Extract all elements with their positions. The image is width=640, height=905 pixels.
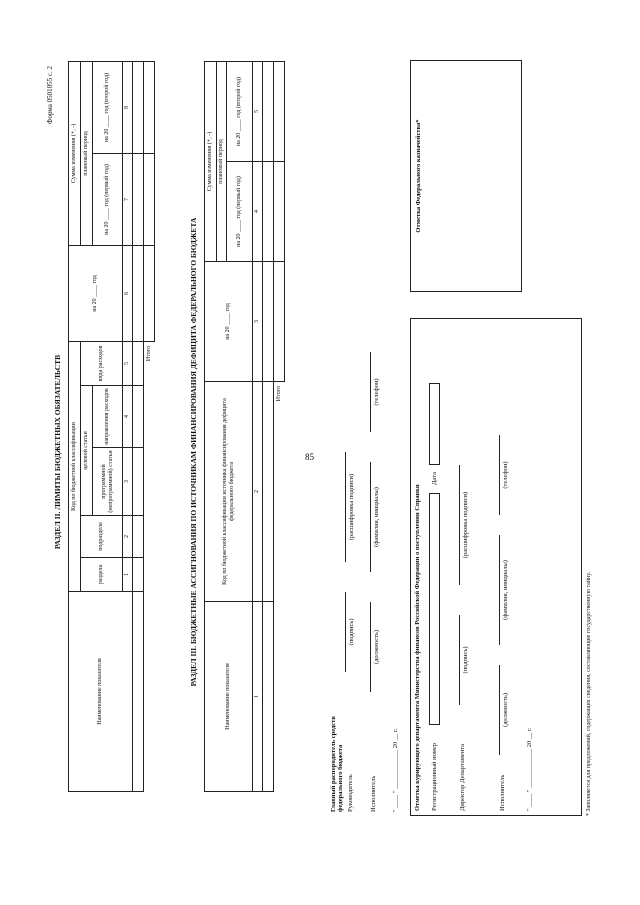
col-num: 8 <box>123 61 133 153</box>
director-signature-line <box>459 615 460 705</box>
total-label: Итого <box>145 345 152 362</box>
table-row <box>263 61 274 791</box>
section3-title: РАЗДЕЛ III. БЮДЖЕТНЫЕ АССИГНОВАНИЯ ПО ИСТОЧНИКАМ ФИНАНСИРОВАНИЯ ДЕФИЦИТА ФЕДЕРАЛЬНОГО БЮДЖЕТА <box>189 217 198 687</box>
col-vid-header: вида расходов <box>81 341 123 385</box>
curator-fio-line <box>499 535 500 645</box>
executor-label: Исполнитель <box>370 775 377 812</box>
col-num: 2 <box>123 516 133 558</box>
head-rasshifrovka-line <box>345 452 346 562</box>
executor-dolzhnost-line <box>370 602 371 692</box>
executor-fio-line <box>370 462 371 572</box>
executor-fio-caption: (фамилия, инициалы) <box>373 487 380 547</box>
executor-telefon-caption: (телефон) <box>373 378 380 406</box>
col-napravl-header: направления расходов <box>93 386 123 448</box>
executor-dolzhnost-caption: (должность) <box>373 629 380 665</box>
table-row <box>133 61 144 791</box>
s3-col-y1-header: на 20 ____ год (первый год) <box>227 162 253 262</box>
date-field <box>429 383 440 465</box>
col-num: 6 <box>123 245 133 341</box>
director-label: Директор Департамента <box>459 743 466 811</box>
curator-title: Отметка курирующего департамента Министерства финансов Российской Федерации о поступлении Справки <box>414 484 421 811</box>
executor-telefon-line <box>370 352 371 432</box>
s3-col-plan-header: плановый период <box>217 61 227 261</box>
head-rasshifrovka-caption: (расшифровка подписи) <box>348 473 355 541</box>
s3-col-name-header: Наименование показателя <box>205 602 253 792</box>
col-num: 4 <box>123 386 133 448</box>
col-num: 4 <box>253 162 263 262</box>
curator-telefon-line <box>499 435 500 515</box>
form-label: Форма 0501055 с. 2 <box>46 66 54 125</box>
total-row <box>144 61 155 791</box>
director-rasshifrovka-caption: (расшифровка подписи) <box>462 491 469 559</box>
col-kbk-header: Код по бюджетной классификации <box>69 341 81 591</box>
section2-title: РАЗДЕЛ II. ЛИМИТЫ БЮДЖЕТНЫХ ОБЯЗАТЕЛЬСТВ <box>53 354 62 550</box>
col-y1-header: на 20 ____ год (первый год) <box>93 153 123 245</box>
col-num: 1 <box>253 602 263 792</box>
director-podpis-caption: (подпись) <box>462 646 469 674</box>
total-row <box>274 61 285 791</box>
footnote: * Заполняется для предложений, содержащих сведения, составляющие государственную тайну. <box>586 571 592 816</box>
column-numbers-row <box>253 61 263 791</box>
limits-table <box>68 61 155 792</box>
curator-telefon-caption: (телефон) <box>502 461 509 489</box>
s3-col-sum-year-header: на 20 ____ год <box>205 262 253 382</box>
col-podrazdel-header: подраздела <box>81 516 123 558</box>
curator-executor-label: Исполнитель <box>499 774 506 811</box>
col-plan-header: плановый период <box>81 61 93 245</box>
curator-box <box>410 318 582 816</box>
curator-date: " ____ " ____________ 20 __ г. <box>526 727 533 811</box>
col-num: 3 <box>123 448 133 516</box>
reg-number-label: Регистрационный номер <box>431 743 438 811</box>
col-razdel-header: раздела <box>81 558 123 592</box>
curator-dolzhnost-line <box>499 665 500 755</box>
head-signature-line <box>345 592 346 672</box>
total-label: Итого <box>275 386 282 402</box>
page-number: 85 <box>305 452 314 462</box>
sources-table <box>204 61 285 792</box>
s3-col-code-header: Код по бюджетной классификации источника финансирования дефицита федерального бюджета <box>205 382 253 602</box>
col-change-header: Сумма изменения (+, -) <box>69 61 81 245</box>
col-name-header: Наименование показателя <box>69 592 133 792</box>
col-num: 1 <box>123 558 133 592</box>
col-num: 5 <box>253 61 263 161</box>
col-num: 3 <box>253 262 263 382</box>
signature-date: " ____ " ____________ 20 __ г. <box>392 728 399 812</box>
s3-col-change-header: Сумма изменения (+, -) <box>205 61 217 261</box>
col-tselevoi-header: целевой статьи <box>81 386 93 516</box>
head-label: Руководитель <box>347 774 354 812</box>
curator-dolzhnost-caption: (должность) <box>502 692 509 728</box>
col-num: 7 <box>123 153 133 245</box>
treasury-box <box>410 60 522 292</box>
col-y2-header: на 20 ____ год (второй год) <box>93 61 123 153</box>
rotated-form-sheet <box>40 52 600 852</box>
reg-number-field <box>429 493 440 725</box>
main-manager-label: Главный распорядитель средств федерального бюджета <box>330 716 345 812</box>
col-num: 5 <box>123 341 133 385</box>
treasury-title: Отметка Федерального казначейства* <box>415 119 422 233</box>
col-num: 2 <box>253 382 263 602</box>
director-rasshifrovka-line <box>459 465 460 585</box>
head-podpis-caption: (подпись) <box>348 618 355 646</box>
date-label: Дата <box>431 472 438 485</box>
col-sum-year-header: на 20 ____ год <box>69 245 123 341</box>
col-program-header: программной (непрограммной) статьи <box>93 448 123 516</box>
curator-fio-caption: (фамилия, инициалы) <box>502 560 509 620</box>
s3-col-y2-header: на 20 ____ год (второй год) <box>227 61 253 161</box>
